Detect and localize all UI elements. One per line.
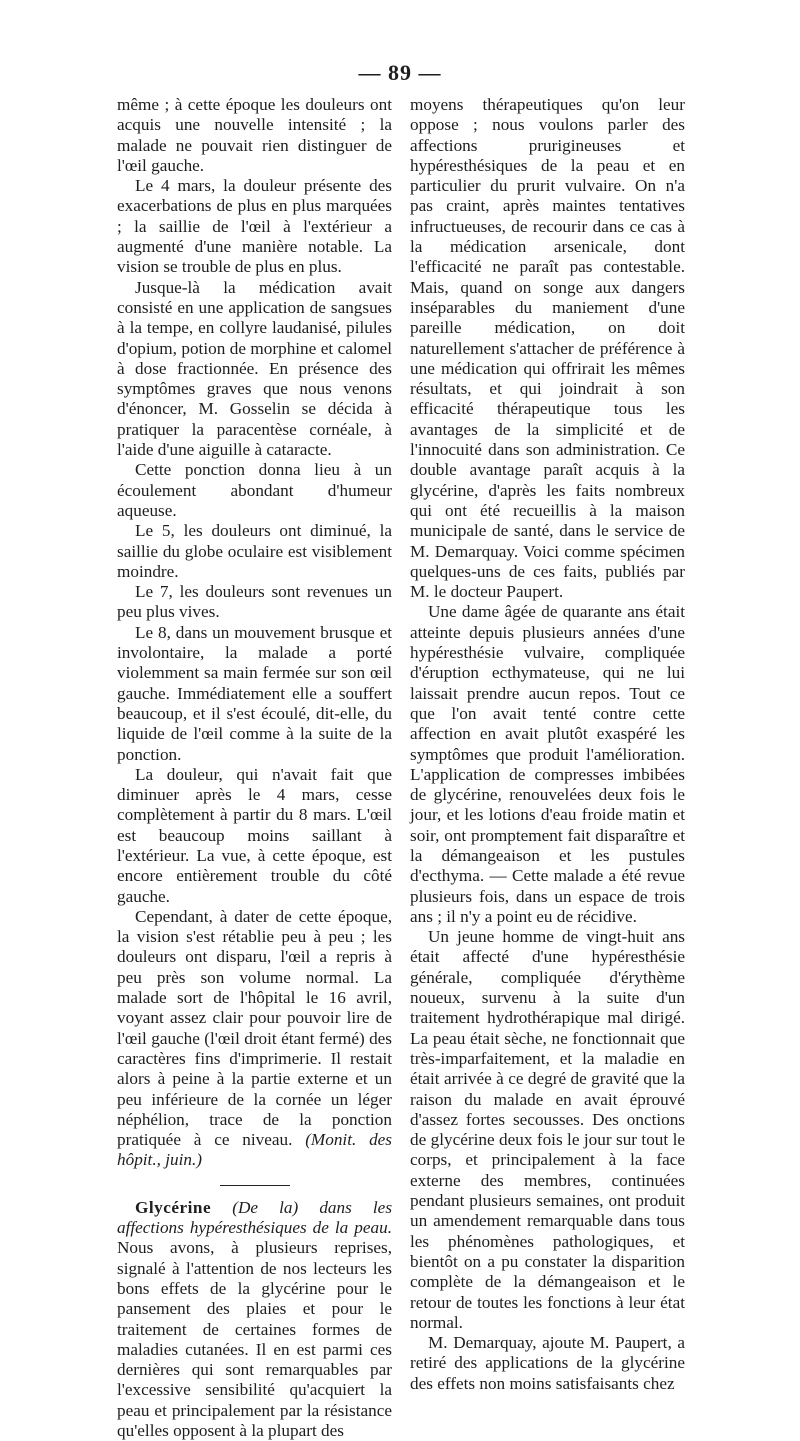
paragraph: même ; à cette époque les douleurs ont acquis une nouvelle intensité ; la malade ne pouvait rien distinguer de l'œil gauche. bbox=[117, 95, 392, 175]
section-divider bbox=[220, 1185, 290, 1186]
article bbox=[117, 1198, 392, 1441]
paragraph: Le 4 mars, la douleur présente des exacerbations de plus en plus marquées ; la saillie de l'œil à l'extérieur a augmenté d'une manière notable. La vision se trouble de plus en plus. bbox=[117, 176, 392, 277]
paragraph: Une dame âgée de quarante ans était atteinte depuis plusieurs années d'une hypéresthésie vulvaire, compliquée d'éruption ecthymateuse, qui ne lui laissait prendre aucun repos. Tout ce que l'on avait tenté contre cette affection en avait plutôt exaspéré les symptômes que produit l'amélioration. L'application de compresses imbibées de glycérine, renouvelées deux fois le jour, et les lotions d'eau froide matin et soir, ont promptement fait disparaître et la démangeaison et les pustules d'ecthyma. — Cette malade a été revue plusieurs fois, dans un espace de trois ans ; il n'y a point eu de récidive. bbox=[410, 602, 685, 926]
page-number: — 89 — bbox=[358, 60, 442, 85]
paragraph: La douleur, qui n'avait fait que diminuer après le 4 mars, cesse complètement à partir du 8 mars. L'œil est beaucoup moins saillant à l'extérieur. La vue, à cette époque, est encore entièrement trouble du côté gauche. bbox=[117, 764, 392, 906]
article-body: Nous avons, à plusieurs reprises, signalé à l'attention de nos lecteurs les bons effets de la glycérine pour le pansement des plaies et pour le traitement de certaines formes de maladies cutanées. Il en est parmi ces dernières qui sont remarquables par l'excessive sensibilité qu'acquiert la peau et principalement par la résistance qu'elles opposent à la plupart des bbox=[117, 1238, 392, 1440]
article-head: Glycérine bbox=[135, 1197, 212, 1217]
citation: (Monit. des hôpit., juin.) bbox=[117, 1130, 392, 1170]
paragraph: Cette ponction donna lieu à un écoulement abondant d'humeur aqueuse. bbox=[117, 460, 392, 520]
paragraph: Un jeune homme de vingt-huit ans était affecté d'une hypéresthésie générale, compliquée d'érythème noueux, survenu à la suite d'un traitement hydrothérapique mal dirigé. La peau était sèche, ne fonctionnait que très-imparfaitement, et la maladie en était arrivée à ce degré de gravité que la raison du malade en avait éprouvé d'assez fortes secousses. Des onctions de glycérine deux fois le jour sur tout le corps, et principalement à la face externe des membres, continuées pendant plusieurs semaines, ont produit un amendement remarquable dans tous les phénomènes pathologiques, et bientôt on a pu constater la disparition complète de la démangeaison et le retour de toutes les fonctions à leur état normal. bbox=[410, 927, 685, 1332]
paragraph: Cependant, à dater de cette époque, la vision s'est rétablie peu à peu ; les douleurs ont disparu, l'œil a repris à peu près son volume normal. La malade sort de l'hôpital le 16 avril, voyant assez clair pour pouvoir lire de l'œil gauche (l'œil droit étant fermé) des caractères fins d'imprimerie. Il restait alors à peine à la partie externe et un peu inférieure de la cornée un léger néphélion, trace de la ponction pratiquée à ce niveau. bbox=[117, 906, 392, 1150]
paragraph: Le 8, dans un mouvement brusque et involontaire, la malade a porté violemment sa main fermée sur son œil gauche. Immédiatement elle a souffert beaucoup, et il s'est écoulé, dit-elle, du liquide de l'œil comme à la suite de la ponction. bbox=[117, 622, 392, 764]
right-column bbox=[410, 95, 685, 1394]
article-title: (De la) dans les affections hypéresthésiques de la peau. bbox=[117, 1197, 393, 1238]
left-column bbox=[117, 95, 392, 1441]
paragraph: Le 5, les douleurs ont diminué, la saillie du globe oculaire est visiblement moindre. bbox=[117, 521, 392, 581]
paragraph-with-citation bbox=[117, 907, 392, 1171]
paragraph: moyens thérapeutiques qu'on leur oppose ; nous voulons parler des affections prurigineuses et hypéresthésiques de la peau et en particulier du prurit vulvaire. On n'a pas craint, après maintes tentatives infructueuses, de recourir dans ce cas à la médication arsenicale, dont l'efficacité ne paraît pas contestable. Mais, quand on songe aux dangers inséparables du maniement d'une pareille médication, on doit naturellement s'attacher de préférence à une médication qui offrirait les mêmes résultats, et qui joindrait à son efficacité thérapeutique tous les avantages de la simplicité et de l'innocuité dans son administration. Ce double avantage paraît acquis à la glycérine, d'après les faits nombreux qui ont été recueillis à la maison municipale de santé, dans le service de M. Demarquay. Voici comme spécimen quelques-uns de ces faits, publiés par M. le docteur Paupert. bbox=[410, 95, 685, 602]
paragraph: Le 7, les douleurs sont revenues un peu plus vives. bbox=[117, 582, 392, 622]
paragraph: Jusque-là la médication avait consisté en une application de sangsues à la tempe, en collyre laudanisé, pilules d'opium, potion de morphine et calomel à dose fractionnée. En présence des symptômes graves que nous venons d'énoncer, M. Gosselin se décida à pratiquer la paracentèse cornéale, à l'aide d'une aiguille à cataracte. bbox=[117, 277, 392, 460]
paragraph: M. Demarquay, ajoute M. Paupert, a retiré des applications de la glycérine des effets non moins satisfaisants chez bbox=[410, 1333, 685, 1393]
